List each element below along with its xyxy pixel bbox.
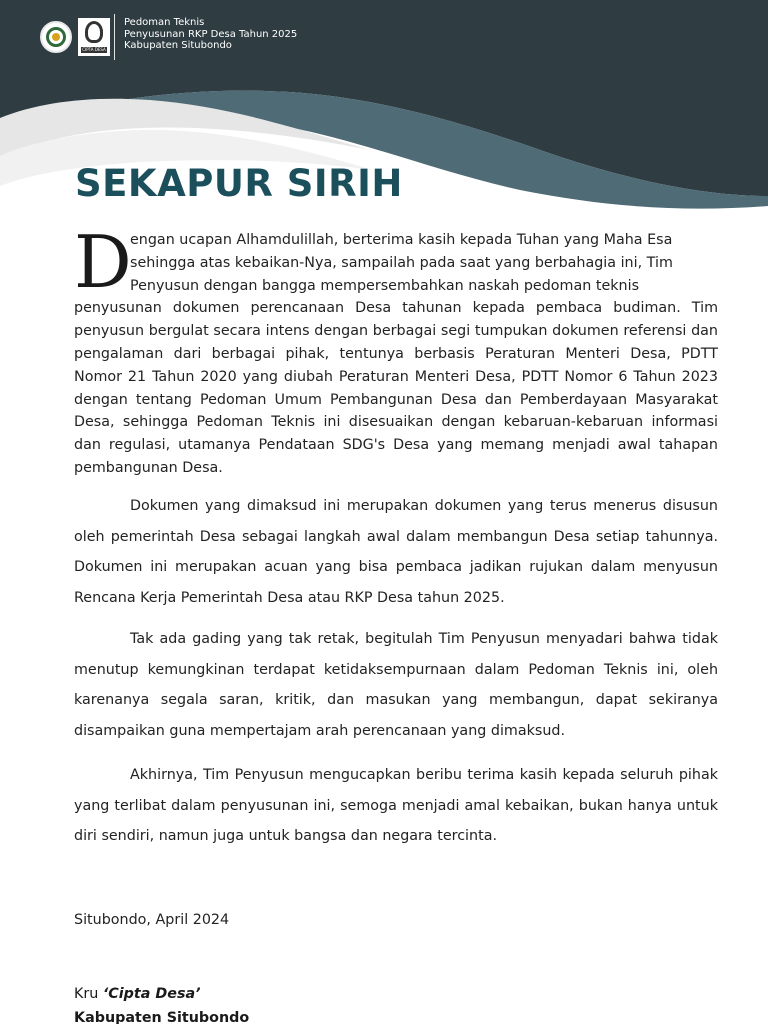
header-line-3: Kabupaten Situbondo	[124, 40, 232, 51]
paragraph-3: Tak ada gading yang tak retak, begitulah Tim Penyusun menyadari bahwa tidak menutup kemungkinan terdapat ketidaksempurnaan dalam Pedoman Teknis ini, oleh karenanya segala saran, kritik, dan masukan yang membangun, dapat sekiranya disampaikan guna mempertajam arah perencanaan yang dimaksud.	[74, 631, 718, 739]
header-logos	[40, 18, 110, 56]
header-line-1: Pedoman Teknis	[124, 17, 205, 28]
signer-org: Kabupaten Situbondo	[74, 1010, 250, 1024]
signer-prefix: Kru	[74, 986, 103, 1002]
paragraph-1-line-1: engan ucapan Alhamdulillah, berterima kasih kepada Tuhan yang Maha Esa	[130, 232, 673, 248]
paragraph-1-rest: penyusunan dokumen perencanaan Desa tahunan kepada pembaca budiman. Tim penyusun bergulat secara intens dengan berbagai segi tumpukan dokumen referensi dan pengalaman dari berbagai pihak, tentunya berbasis Peraturan Menteri Desa, PDTT Nomor 21 Tahun 2020 yang diubah Peraturan Menteri Desa, PDTT Nomor 6 Tahun 2023 dengan tentang Pedoman Umum Pembangunan Desa dan Pemberdayaan Masyarakat Desa, sehingga Pedoman Teknis ini disesuaikan dengan kebaruan-kebaruan informasi dan regulasi, utamanya Pendataan SDG's Desa yang memang menjadi awal tahapan pembangunan Desa.	[74, 300, 718, 476]
header-line-2: Penyusunan RKP Desa Tahun 2025	[124, 28, 298, 40]
place-date: Situbondo, April 2024	[74, 912, 230, 928]
signer-line	[74, 982, 249, 1006]
logo-badge-text: CIPTA DESA	[82, 47, 106, 52]
drop-cap: D	[74, 220, 132, 304]
paragraph-1	[74, 229, 718, 480]
regency-emblem-icon	[40, 21, 72, 53]
page-title: SEKAPUR SIRIH	[75, 162, 403, 205]
signer-name: ‘Cipta Desa’	[102, 986, 201, 1002]
paragraph-1-line-2: sehingga atas kebaikan-Nya, sampailah pada saat yang berbahagia ini, Tim	[130, 254, 673, 271]
signature-block	[74, 982, 249, 1024]
cipta-desa-logo-icon	[78, 18, 110, 56]
paragraph-2: Dokumen yang dimaksud ini merupakan dokumen yang terus menerus disusun oleh pemerintah Desa sebagai langkah awal dalam membangun Desa setiap tahunnya. Dokumen ini merupakan acuan yang bisa pembaca jadikan rujukan dalam menyusun Rencana Kerja Pemerintah Desa atau RKP Desa tahun 2025.	[74, 498, 718, 606]
header-text-block	[124, 17, 297, 52]
header-divider	[114, 14, 115, 60]
paragraph-1-line-3: Penyusun dengan bangga mempersembahkan naskah pedoman teknis	[130, 277, 640, 294]
paragraph-4: Akhirnya, Tim Penyusun mengucapkan beribu terima kasih kepada seluruh pihak yang terlibat dalam penyusunan ini, semoga menjadi amal kebaikan, bukan hanya untuk diri sendiri, namun juga untuk bangsa dan negara tercinta.	[74, 767, 718, 844]
